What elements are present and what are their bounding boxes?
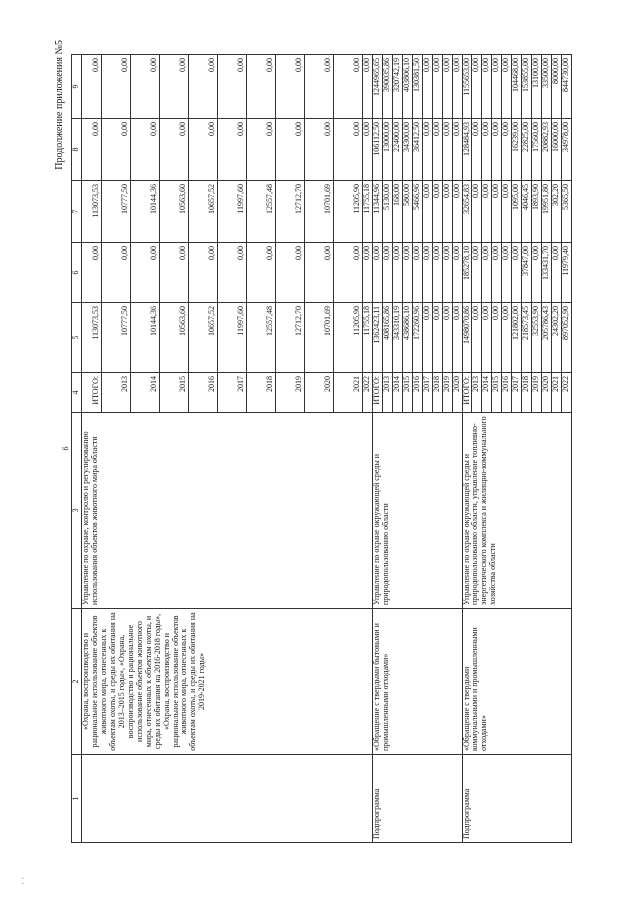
year-cell: 2016 <box>502 373 512 413</box>
amount-other-cell: 320742,19 <box>392 55 402 119</box>
amount-federal-cell: 0,00 <box>382 243 392 303</box>
amount-federal-cell: 0,00 <box>247 243 276 303</box>
amount-federal-cell: 0,00 <box>552 243 562 303</box>
amount-total-cell: 218573,45 <box>522 303 532 373</box>
amount-federal-cell: 0,00 <box>372 243 382 303</box>
amount-other-cell: 33500,00 <box>542 55 552 119</box>
amount-total-cell: 10657,52 <box>189 303 218 373</box>
year-cell: 2020 <box>305 373 334 413</box>
page-number-row <box>62 55 72 843</box>
amount-local-cell: 0,00 <box>472 119 482 181</box>
amount-regional-cell: 302,20 <box>552 181 562 243</box>
amount-other-cell: 0,00 <box>218 55 247 119</box>
year-cell: 2021 <box>334 373 363 413</box>
amount-total-cell: 10144,36 <box>131 303 160 373</box>
amount-local-cell: 0,00 <box>131 119 160 181</box>
amount-other-cell: 844730,00 <box>562 55 572 119</box>
program-name-cell: «Обращение с твердыми бытовыми и промышленными отходами» <box>372 609 462 755</box>
amount-local-cell: 36412,50 <box>412 119 422 181</box>
amount-federal-cell: 0,00 <box>218 243 247 303</box>
amount-total-cell: 1498070,86 <box>462 303 472 373</box>
amount-federal-cell: 0,00 <box>363 243 373 303</box>
amount-federal-cell: 0,00 <box>402 243 412 303</box>
year-cell: 2022 <box>562 373 572 413</box>
amount-total-cell: 0,00 <box>502 303 512 373</box>
amount-other-cell: 403806,10 <box>402 55 412 119</box>
table-row <box>462 55 472 843</box>
amount-total-cell: 1362423,11 <box>372 303 382 373</box>
scan-mark: · · <box>18 876 28 885</box>
amount-total-cell: 0,00 <box>472 303 482 373</box>
amount-local-cell: 0,00 <box>82 119 102 181</box>
amount-local-cell: 0,00 <box>189 119 218 181</box>
executor-cell: Управление по охране, контролю и регулированию использования объектов животного мира области <box>82 413 373 609</box>
amount-federal-cell: 185278,10 <box>462 243 472 303</box>
amount-federal-cell: 133431,70 <box>542 243 552 303</box>
amount-federal-cell: 0,00 <box>512 243 522 303</box>
amount-regional-cell: 0,00 <box>422 181 432 243</box>
amount-local-cell: 128484,93 <box>462 119 472 181</box>
amount-other-cell: 8000,00 <box>552 55 562 119</box>
amount-regional-cell: 0,00 <box>482 181 492 243</box>
year-cell: 2022 <box>363 373 373 413</box>
amount-total-cell: 10777,50 <box>102 303 131 373</box>
amount-total-cell: 172260,96 <box>412 303 422 373</box>
amount-total-cell: 12557,48 <box>247 303 276 373</box>
amount-federal-cell: 0,00 <box>472 243 482 303</box>
appendix-label: Продолжение приложения №5 <box>54 40 65 170</box>
amount-total-cell: 24302,20 <box>552 303 562 373</box>
amount-regional-cell: 10701,69 <box>305 181 334 243</box>
amount-total-cell: 0,00 <box>442 303 452 373</box>
year-cell: 2020 <box>542 373 552 413</box>
amount-regional-cell: 5130,00 <box>382 181 392 243</box>
year-cell: 2013 <box>102 373 131 413</box>
year-cell: 2015 <box>402 373 412 413</box>
amount-regional-cell: 5466,96 <box>412 181 422 243</box>
program-type-cell: Подпрограмма <box>372 755 462 843</box>
amount-local-cell: 22825,00 <box>522 119 532 181</box>
year-cell: 2017 <box>512 373 522 413</box>
amount-local-cell: 22400,00 <box>392 119 402 181</box>
amount-federal-cell: 0,00 <box>392 243 402 303</box>
amount-total-cell: 0,00 <box>432 303 442 373</box>
year-cell: 2018 <box>522 373 532 413</box>
year-cell: 2013 <box>472 373 482 413</box>
amount-total-cell: 121802,00 <box>512 303 522 373</box>
amount-regional-cell: 19951,80 <box>542 181 552 243</box>
amount-regional-cell: 10144,36 <box>131 181 160 243</box>
amount-local-cell: 17560,00 <box>532 119 542 181</box>
amount-total-cell: 205786,43 <box>542 303 552 373</box>
amount-other-cell: 0,00 <box>247 55 276 119</box>
column-number: 8 <box>72 119 82 181</box>
year-cell: 2018 <box>247 373 276 413</box>
amount-regional-cell: 10777,50 <box>102 181 131 243</box>
amount-total-cell: 0,00 <box>482 303 492 373</box>
column-number: 7 <box>72 181 82 243</box>
amount-local-cell: 0,00 <box>502 119 512 181</box>
year-cell: 2015 <box>492 373 502 413</box>
amount-other-cell: 0,00 <box>432 55 442 119</box>
column-numbers-row <box>72 55 82 843</box>
year-cell: 2014 <box>392 373 402 413</box>
amount-total-cell: 10563,60 <box>160 303 189 373</box>
amount-total-cell: 897052,90 <box>562 303 572 373</box>
amount-federal-cell: 0,00 <box>432 243 442 303</box>
amount-federal-cell: 0,00 <box>334 243 363 303</box>
amount-total-cell: 32553,90 <box>532 303 542 373</box>
amount-other-cell: 0,00 <box>442 55 452 119</box>
amount-local-cell: 0,00 <box>363 119 373 181</box>
amount-other-cell: 0,00 <box>472 55 482 119</box>
amount-total-cell: 343310,19 <box>392 303 402 373</box>
amount-regional-cell: 0,00 <box>442 181 452 243</box>
column-number: 1 <box>72 755 82 843</box>
amount-regional-cell: 0,00 <box>452 181 462 243</box>
amount-total-cell: 11755,18 <box>363 303 373 373</box>
amount-local-cell: 16239,00 <box>512 119 522 181</box>
amount-federal-cell: 0,00 <box>305 243 334 303</box>
amount-local-cell: 0,00 <box>305 119 334 181</box>
amount-local-cell: 0,00 <box>422 119 432 181</box>
amount-total-cell: 10701,69 <box>305 303 334 373</box>
amount-total-cell: 12712,70 <box>276 303 305 373</box>
year-cell: ИТОГО: <box>372 373 382 413</box>
amount-total-cell: 408165,86 <box>382 303 392 373</box>
year-cell: 2016 <box>189 373 218 413</box>
amount-other-cell: 1244965,65 <box>372 55 382 119</box>
year-cell: 2015 <box>160 373 189 413</box>
year-cell: 2021 <box>552 373 562 413</box>
program-name-cell: «Обращение с твердыми коммунальными и промышленными отходами» <box>462 609 571 755</box>
column-number: 9 <box>72 55 82 119</box>
amount-other-cell: 0,00 <box>305 55 334 119</box>
year-cell: 2014 <box>131 373 160 413</box>
amount-federal-cell: 11979,40 <box>562 243 572 303</box>
amount-total-cell: 11205,90 <box>334 303 363 373</box>
column-number: 2 <box>72 609 82 755</box>
year-cell: 2017 <box>422 373 432 413</box>
amount-other-cell: 0,00 <box>102 55 131 119</box>
amount-local-cell: 0,00 <box>102 119 131 181</box>
amount-regional-cell: 1095,00 <box>512 181 522 243</box>
amount-local-cell: 0,00 <box>482 119 492 181</box>
year-cell: 2019 <box>532 373 542 413</box>
column-number: 4 <box>72 373 82 413</box>
amount-federal-cell: 0,00 <box>502 243 512 303</box>
amount-other-cell: 130381,50 <box>412 55 422 119</box>
amount-total-cell: 0,00 <box>452 303 462 373</box>
amount-federal-cell: 0,00 <box>189 243 218 303</box>
amount-local-cell: 0,00 <box>452 119 462 181</box>
amount-other-cell: 0,00 <box>82 55 102 119</box>
amount-other-cell: 0,00 <box>334 55 363 119</box>
amount-total-cell: 0,00 <box>422 303 432 373</box>
amount-federal-cell: 0,00 <box>412 243 422 303</box>
amount-other-cell: 1155653,00 <box>462 55 472 119</box>
amount-other-cell: 0,00 <box>452 55 462 119</box>
amount-other-cell: 0,00 <box>363 55 373 119</box>
amount-regional-cell: 11755,18 <box>363 181 373 243</box>
amount-local-cell: 0,00 <box>160 119 189 181</box>
amount-regional-cell: 1893,90 <box>532 181 542 243</box>
amount-regional-cell: 0,00 <box>472 181 482 243</box>
amount-regional-cell: 5365,50 <box>562 181 572 243</box>
year-cell: 2018 <box>432 373 442 413</box>
year-cell: 2019 <box>442 373 452 413</box>
amount-other-cell: 153855,00 <box>522 55 532 119</box>
amount-regional-cell: 10563,60 <box>160 181 189 243</box>
executor-cell: Управление по охране окружающей среды и природопользованию области, управление топливно-энергетического комплекса и жилищно-коммунального хозяйства области <box>462 413 571 609</box>
amount-other-cell: 0,00 <box>482 55 492 119</box>
amount-regional-cell: 11205,90 <box>334 181 363 243</box>
amount-other-cell: 0,00 <box>422 55 432 119</box>
amount-local-cell: 34978,00 <box>562 119 572 181</box>
amount-local-cell: 34300,00 <box>402 119 412 181</box>
amount-federal-cell: 0,00 <box>422 243 432 303</box>
program-type-cell: Подпрограмма <box>462 755 571 843</box>
amount-total-cell: 0,00 <box>492 303 502 373</box>
amount-regional-cell: 113073,53 <box>82 181 102 243</box>
amount-other-cell: 0,00 <box>189 55 218 119</box>
amount-regional-cell: 10657,52 <box>189 181 218 243</box>
amount-federal-cell: 0,00 <box>442 243 452 303</box>
year-cell: 2017 <box>218 373 247 413</box>
amount-other-cell: 0,00 <box>131 55 160 119</box>
amount-regional-cell: 11997,60 <box>218 181 247 243</box>
amount-other-cell: 0,00 <box>502 55 512 119</box>
amount-federal-cell: 0,00 <box>276 243 305 303</box>
amount-local-cell: 0,00 <box>442 119 452 181</box>
year-cell: 2016 <box>412 373 422 413</box>
program-type-cell <box>82 755 373 843</box>
amount-total-cell: 11997,60 <box>218 303 247 373</box>
program-name-cell: «Охрана, воспроизводство и рациональное использование объектов животного мира, отнесенных к объектам охоты, и среды их обитания на 2013–2015 годы», «Охрана, воспроизводство и рациональное использование объектов животного мира, отнесенных к объектам охоты, и среды их обитания на 2016-2018 годы», «Охрана, воспроизводство и рациональное использование объектов животного мира, отнесенных к объектам охоты, и среды их обитания на 2019-2021 годы» <box>82 609 373 755</box>
amount-other-cell: 0,00 <box>492 55 502 119</box>
amount-other-cell: 390035,86 <box>382 55 392 119</box>
amount-federal-cell: 0,00 <box>482 243 492 303</box>
table-row <box>82 55 102 843</box>
budget-table <box>62 54 572 843</box>
amount-federal-cell: 37847,00 <box>522 243 532 303</box>
year-cell: 2019 <box>276 373 305 413</box>
amount-regional-cell: 12557,48 <box>247 181 276 243</box>
amount-other-cell: 0,00 <box>160 55 189 119</box>
amount-local-cell: 0,00 <box>432 119 442 181</box>
amount-regional-cell: 168,00 <box>392 181 402 243</box>
amount-total-cell: 438686,10 <box>402 303 412 373</box>
amount-local-cell: 20882,93 <box>542 119 552 181</box>
amount-local-cell: 106112,50 <box>372 119 382 181</box>
amount-regional-cell: 0,00 <box>492 181 502 243</box>
amount-other-cell: 104468,00 <box>512 55 522 119</box>
amount-other-cell: 13100,00 <box>532 55 542 119</box>
amount-federal-cell: 0,00 <box>82 243 102 303</box>
amount-federal-cell: 0,00 <box>532 243 542 303</box>
amount-local-cell: 0,00 <box>334 119 363 181</box>
amount-regional-cell: 11344,96 <box>372 181 382 243</box>
amount-local-cell: 0,00 <box>276 119 305 181</box>
table-row <box>372 55 382 843</box>
amount-federal-cell: 0,00 <box>492 243 502 303</box>
amount-local-cell: 0,00 <box>492 119 502 181</box>
amount-federal-cell: 0,00 <box>131 243 160 303</box>
amount-regional-cell: 580,00 <box>402 181 412 243</box>
amount-local-cell: 13000,00 <box>382 119 392 181</box>
page-number: 6 <box>61 446 70 451</box>
amount-regional-cell: 0,00 <box>502 181 512 243</box>
column-number: 5 <box>72 303 82 373</box>
amount-other-cell: 0,00 <box>276 55 305 119</box>
year-cell: 2013 <box>382 373 392 413</box>
amount-regional-cell: 0,00 <box>432 181 442 243</box>
amount-local-cell: 16000,00 <box>552 119 562 181</box>
column-number: 6 <box>72 243 82 303</box>
year-cell: ИТОГО: <box>462 373 472 413</box>
year-cell: 2020 <box>452 373 462 413</box>
column-number: 3 <box>72 413 82 609</box>
year-cell: 2014 <box>482 373 492 413</box>
amount-local-cell: 0,00 <box>218 119 247 181</box>
amount-regional-cell: 4046,45 <box>522 181 532 243</box>
amount-local-cell: 0,00 <box>247 119 276 181</box>
amount-regional-cell: 32654,83 <box>462 181 472 243</box>
amount-federal-cell: 0,00 <box>160 243 189 303</box>
amount-total-cell: 113073,53 <box>82 303 102 373</box>
amount-federal-cell: 0,00 <box>102 243 131 303</box>
year-cell: ИТОГО: <box>82 373 102 413</box>
amount-federal-cell: 0,00 <box>452 243 462 303</box>
amount-regional-cell: 12712,70 <box>276 181 305 243</box>
executor-cell: Управление по охране окружающей среды и природопользованию области <box>372 413 462 609</box>
